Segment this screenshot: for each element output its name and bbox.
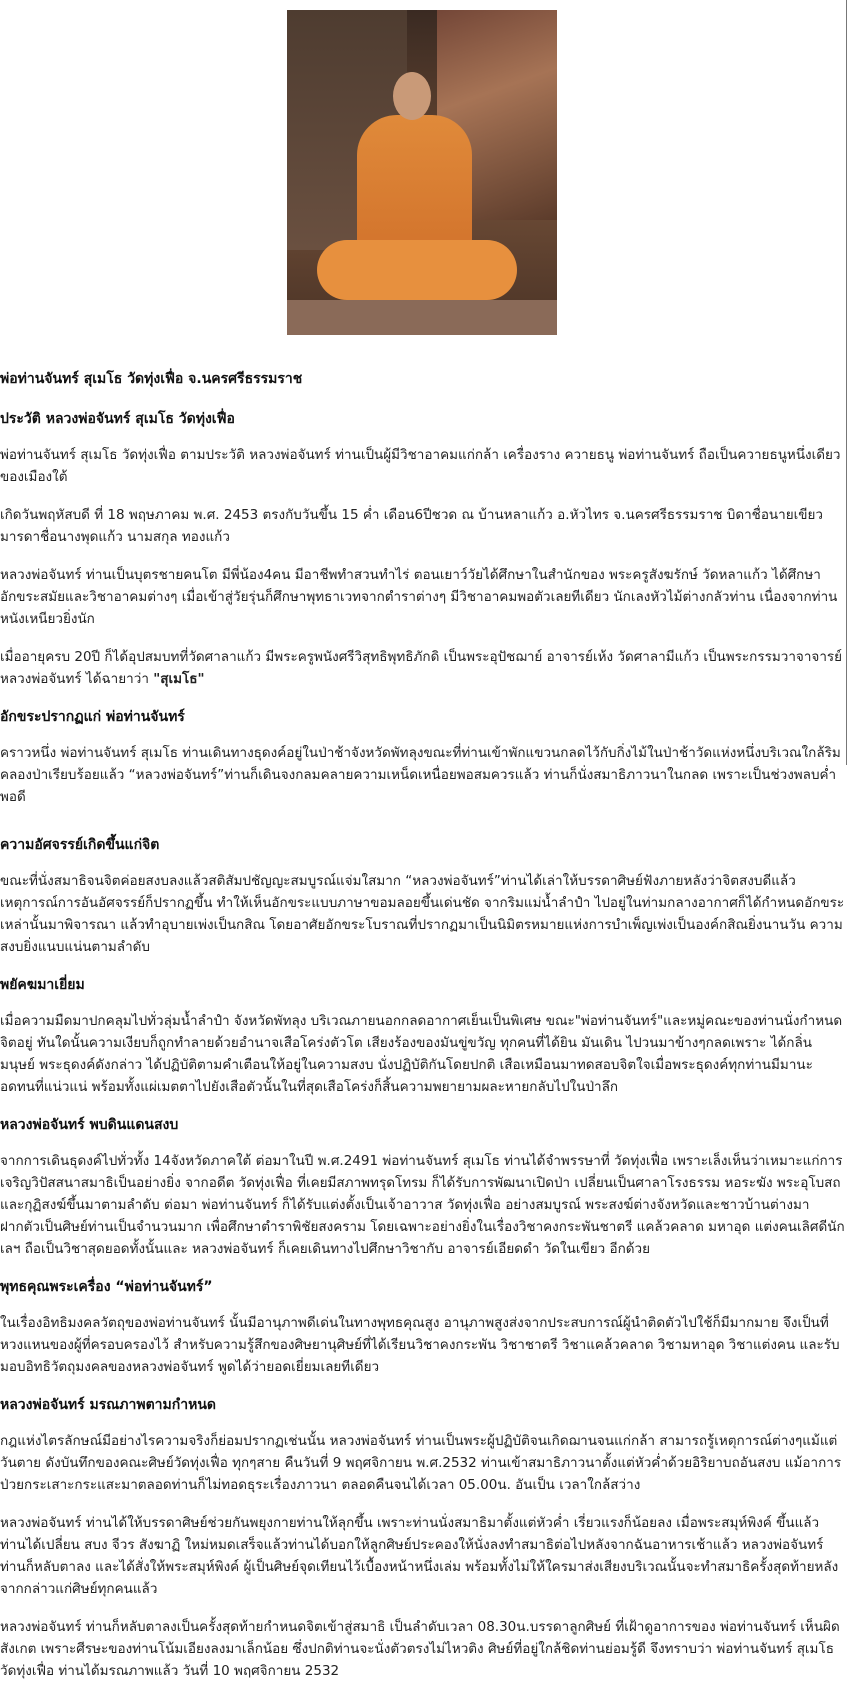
photo-monk-lap <box>317 240 517 300</box>
ordination-text: เมื่ออายุครบ 20ปี ก็ได้อุปสมบทที่วัดศาลาแก้ว มีพระครูพนังศรีวิสุทธิพุทธิภักดิ เป็นพระอุปัชฌาย์ อาจารย์เห้ง วัดศาลามีแก้ว เป็นพระกรรมวาจาจารย์ หลวงพ่อจันทร์ ได้ฉายาว่า <box>0 649 843 687</box>
photo-monk-head <box>393 72 431 120</box>
section-heading: พยัคฆมาเยี่ยม <box>0 977 85 993</box>
paragraph: จากการเดินธุดงค์ไปทั่วทั้ง 14จังหวัดภาคใต้ ต่อมาในปี พ.ศ.2491 พ่อท่านจันทร์ สุเมโธ ท่านได้จำพรรษาที่ วัดทุ่งเฟื่อ เพราะเล็งเห็นว่าเหมาะแก่การเจริญวิปัสสนาสมาธิเป็นอย่างยิ่ง จากอดีต วัดทุ่งเฟื่อ ที่เคยมีสภาพทรุดโทรม ก็ได้รับการพัฒนาเปิดป่า เปลี่ยนเป็นศาลาโรงธรรม หอระฆัง พระอุโบสถและกุฏิสงฆ์ขึ้นมาตามลำดับ ต่อมา พ่อท่านจันทร์ ก็ได้รับแต่งตั้งเป็นเจ้าอาวาส วัดทุ่งเฟื่อ อย่างสมบูรณ์ พระสงฆ์ต่างจังหวัดและชาวบ้านต่างมาฝากตัวเป็นศิษย์ท่านเป็นจำนวนมาก เพื่อศึกษาตำราพิชัยสงคราม โดยเฉพาะอย่างยิ่งในเรื่องวิชาคงกระพันชาตรี แคล้วคลาด มหาอุด แต่งคนเลิศดีนักเลฯ ถือเป็นวิชาสุดยอดทั้งนั้นและ หลวงพ่อจันทร์ ก็เคยเดินทางไปศึกษาวิชากับ อาจารย์เอียดดำ วัดในเขียว อีกด้วย <box>0 1153 845 1257</box>
portrait-photo <box>287 10 557 335</box>
paragraph: คราวหนึ่ง พ่อท่านจันทร์ สุเมโธ ท่านเดินทางธุดงค์อยู่ในป่าช้าจังหวัดพัทลุงขณะที่ท่านเข้าพักแขวนกลดไว้กับกิ่งไม้ในป่าช้าวัดแห่งหนึ่งบริเวณใกล้ริมคลองป่าเรียบร้อยแล้ว “หลวงพ่อจันทร์”ท่านก็เดินจงกลมคลายความเหน็ดเหนื่อยพอสมควรแล้ว ท่านก็นั่งสมาธิภาวนาในกลด เพราะเป็นช่วงพลบค่ำพอดี <box>0 745 841 805</box>
paragraph: ขณะที่นั่งสมาธิจนจิตค่อยสงบลงแล้วสติสัมปชัญญะสมบูรณ์แจ่มใสมาก “หลวงพ่อจันทร์”ท่านได้เล่าให้บรรดาศิษย์ฟังภายหลังว่าจิตสงบดีแล้วเหตุการณ์การอันอัศจรรย์ก็ปรากฏขึ้น ทำให้เห็นอักขระแบบภาษาขอมลอยขึ้นเด่นชัด จากริมแม่น้ำลำปำ ไปอยู่ในท่ามกลางอากาศก็ได้กำหนดอักขระเหล่านั้นมาพิจารณา แล้วทำอุบายเพ่งเป็นกสิณ โดยอาศัยอักขระโบราณที่ปรากฏมาเป็นนิมิตรหมายแห่งการบำเพ็ญเพ่งเป็นองค์กสิณยิ่งนานวัน ความสงบยิ่งแนบแน่นตามลำดับ <box>0 873 845 955</box>
photo-floor <box>287 300 557 335</box>
ordination-name: "สุเมโธ" <box>153 671 205 687</box>
section-heading: ความอัศจรรย์เกิดขึ้นแก่จิต <box>0 837 160 853</box>
paragraph: หลวงพ่อจันทร์ ท่านเป็นบุตรชายคนโต มีพี่น้อง4คน มีอาชีพทำสวนทำไร่ ตอนเยาว์วัยได้ศึกษาในสำนักของ พระครูสังฆรักษ์ วัดหลาแก้ว ได้ศึกษาอักขระสมัยและวิชาอาคมต่างๆ เมื่อเข้าสู่วัยรุ่นก็ศึกษาพุทธาเวทจากตำราต่างๆ มีวิชาอาคมพอตัวเลยทีเดียว นักเลงหัวไม้ต่างกลัวท่าน เนื่องจากท่านหนังเหนียวยิ่งนัก <box>0 567 838 627</box>
paragraph: หลวงพ่อจันทร์ ท่านได้ให้บรรดาศิษย์ช่วยกันพยุงกายท่านให้ลุกขึ้น เพราะท่านนั่งสมาธิมาตั้งแต่หัวค่ำ เรี่ยวแรงก็น้อยลง เมื่อพระสมุห์พิงค์ ขึ้นแล้ว ท่านได้เปลี่ยน สบง จีวร สังฆาฏิ ใหม่หมดเสร็จแล้วท่านได้บอกให้ลูกศิษย์ประคองให้นั่งลงทำสมาธิต่อไปหลังจากฉันอาหารเช้าแล้ว หลวงพ่อจันทร์ท่านก็หลับตาลง และได้สั่งให้พระสมุห์พิงค์ ผู้เป็นศิษย์จุดเทียนไว้เบื้องหน้าหนึ่งเล่ม พร้อมทั้งไม่ให้ใครมาส่งเสียงบริเวณนั้นจะทำสมาธิครั้งสุดท้ายหลังจากกล่าวแก่ศิษย์ทุกคนแล้ว <box>0 1515 839 1597</box>
section-heading: หลวงพ่อจันทร์ มรณภาพตามกำหนด <box>0 1397 217 1413</box>
paragraph: เกิดวันพฤหัสบดี ที่ 18 พฤษภาคม พ.ศ. 2453 ตรงกับวันขึ้น 15 ค่ำ เดือน6ปีชวด ณ บ้านหลาแก้ว อ.หัวไทร จ.นครศรีธรรมราช บิดาชื่อนายเขียว มารดาชื่อนางพุดแก้ว นามสกุล ทองแก้ว <box>0 507 823 545</box>
paragraph <box>0 646 846 690</box>
paragraph: กฎแห่งไตรลักษณ์มีอย่างไรความจริงก็ย่อมปรากฏเช่นนั้น หลวงพ่อจันทร์ ท่านเป็นพระผู้ปฏิบัติจนเกิดฌานจนแก่กล้า สามารถรู้เหตุการณ์ต่างๆแม้แต่วันตาย ดังบันทึกของคณะศิษย์วัดทุ่งเฟื่อ ทุกๆสาย คืนวันที่ 9 พฤศจิกายน พ.ศ.2532 ท่านเข้าสมาธิภาวนาตั้งแต่หัวค่ำด้วยอิริยาบถอันสงบ แม้อาการป่วยกระเสาะกระแสะมาตลอดท่านก็ไม่ทอดธุระเรื่องภาวนา ตลอดคืนจนได้เวลา 05.00น. อันเป็น เวลาใกล้สว่าง <box>0 1433 842 1493</box>
article <box>0 364 846 1698</box>
page-title: พ่อท่านจันทร์ สุเมโธ วัดทุ่งเฟื่อ จ.นครศรีธรรมราช <box>0 371 303 387</box>
section-heading: ประวัติ หลวงพ่อจันทร์ สุเมโธ วัดทุ่งเฟื่อ <box>0 411 235 427</box>
paragraph: ในเรื่องอิทธิมงคลวัตถุของพ่อท่านจันทร์ นั้นมีอานุภาพดีเด่นในทางพุทธคุณสูง อานุภาพสูงส่งจากประสบการณ์ผู้นำติดตัวไปใช้ก็มีมากมาย จึงเป็นที่หวงแหนของผู้ที่ครอบครองไว้ สำหรับความรู้สึกของศิษยานุศิษย์ที่ได้เรียนวิชาคงกระพัน วิชาชาตรี วิชาแคล้วคลาด วิชามหาอุด วิชาแต่งคน และรับมอบอิทธิวัตถุมงคลของหลวงพ่อจันทร์ พูดได้ว่ายอดเยี่ยมเลยทีเดียว <box>0 1315 840 1375</box>
section-heading: พุทธคุณพระเครื่อง “พ่อท่านจันทร์” <box>0 1279 213 1295</box>
section-heading: หลวงพ่อจันทร์ พบดินแดนสงบ <box>0 1117 179 1133</box>
paragraph: พ่อท่านจันทร์ สุเมโธ วัดทุ่งเฟื่อ ตามประวัติ หลวงพ่อจันทร์ ท่านเป็นผู้มีวิชาอาคมแก่กล้า เครื่องราง ควายธนู พ่อท่านจันทร์ ถือเป็นควายธนูหนึ่งเดียวของเมืองใต้ <box>0 447 841 485</box>
paragraph: หลวงพ่อจันทร์ ท่านก็หลับตาลงเป็นครั้งสุดท้ายกำหนดจิตเข้าสู่สมาธิ เป็นลำดับเวลา 08.30น.บรรดาลูกศิษย์ ที่เฝ้าดูอาการของ พ่อท่านจันทร์ เห็นผิดสังเกต เพราะศีรษะของท่านโน้มเอียงลงมาเล็กน้อย ซึ่งปกติท่านจะนั่งตัวตรงไม่ไหวติง ศิษย์ที่อยู่ใกล้ชิดท่านย่อมรู้ดี จึงทราบว่า พ่อท่านจันทร์ สุเมโธ วัดทุ่งเฟื่อ ท่านได้มรณภาพแล้ว วันที่ 10 พฤศจิกายน 2532 <box>0 1619 840 1679</box>
paragraph: เมื่อความมืดมาปกคลุมไปทั่วลุ่มน้ำลำปำ จังหวัดพัทลุง บริเวณภายนอกกลดอากาศเย็นเป็นพิเศษ ขณะ"พ่อท่านจันทร์"และหมู่คณะของท่านนั่งกำหนดจิตอยู่ ทันใดนั้นความเงียบก็ถูกทำลายด้วยอำนาจเสือโคร่งตัวโต เสียงร้องของมันขู่ขวัญ ทุกคนที่ได้ยิน มันเดิน ไปวนมาข้างๆกลดเพราะ ได้กลิ่นมนุษย์ พระธุดงค์ดังกล่าว ได้ปฏิบัติตามคำเตือนให้อยู่ในความสงบ นั่งปฏิบัติกันโดยปกติ เสือเหมือนมาทดสอบจิตใจเมื่อพระธุดงค์ทุกท่านมีมานะอดทนที่แน่วแน่ พร้อมทั้งแผ่เมตตาไปยังเสือตัวนั้นในที่สุดเสือโคร่งก็สิ้นความพยายามผละหายกลับไปในป่าลึก <box>0 1013 843 1095</box>
section-heading: อักขระปรากฏแก่ พ่อท่านจันทร์ <box>0 709 185 725</box>
page-border <box>846 0 847 765</box>
